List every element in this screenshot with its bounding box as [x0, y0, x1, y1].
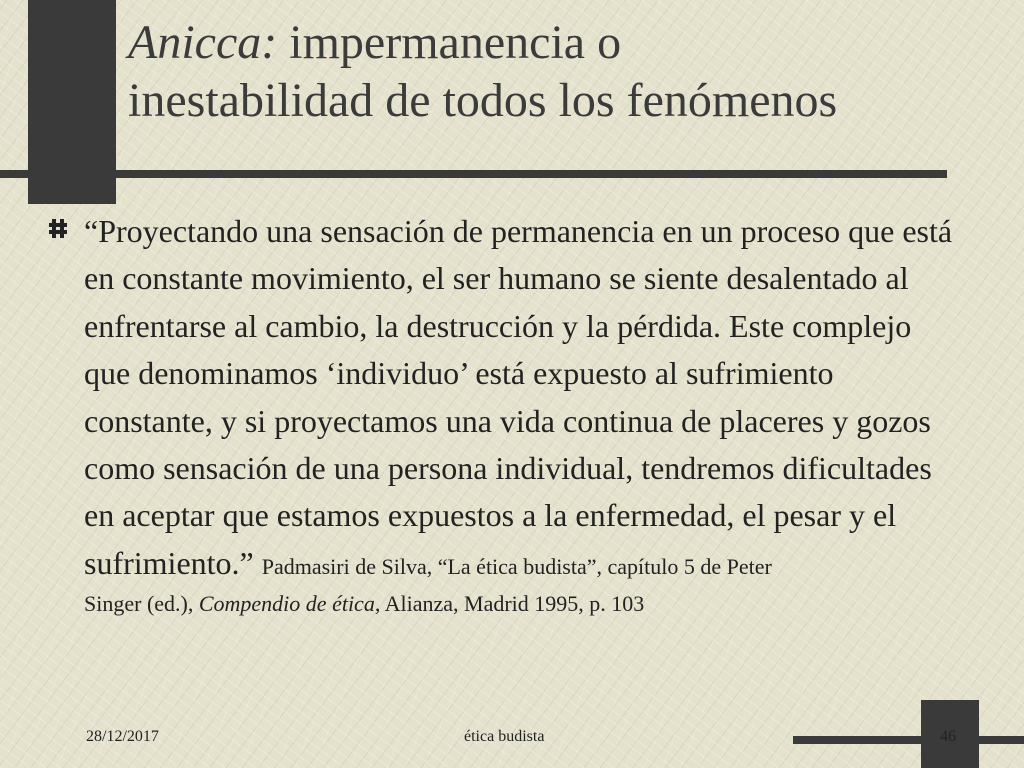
title-line-2: inestabilidad de todos los fenómenos [128, 74, 838, 127]
slide-title [128, 14, 1024, 130]
quote-text: “Proyectando una sensación de permanencia en un proceso que está en constante movimiento, el ser humano se siente desalentado al enfrentarse al cambio, la destrucción y la pérdida. Este complejo que denominamos ‘individuo’ está expuesto al sufrimiento constante, y si proyectamos una vida continua de placeres y gozos como sensación de una persona individual, tendremos dificultades en aceptar que estamos expuestos a la enfermedad, el pesar y el sufrimiento.” [84, 213, 953, 581]
title-rest: impermanencia o [277, 16, 622, 69]
citation-line-2 [84, 589, 964, 619]
title-lead: Anicca: [128, 16, 278, 69]
footer-bar [793, 736, 1024, 744]
page-number: 46 [940, 728, 956, 745]
title-underline-bar [0, 170, 947, 178]
title-line-1 [128, 14, 1024, 72]
footer-center-text: ética budista [464, 728, 545, 745]
citation-publisher: , Alianza, Madrid 1995, p. 103 [374, 591, 645, 617]
bullet-text [84, 208, 964, 619]
citation-editor: Singer (ed.), [84, 591, 194, 617]
hash-bullet-icon [48, 216, 68, 240]
citation-book-title: Compendio de ética [198, 591, 375, 617]
citation-author: Padmasiri de Silva, “La ética budista”, capítulo 5 de Peter [261, 553, 772, 579]
footer-date: 28/12/2017 [86, 728, 159, 745]
